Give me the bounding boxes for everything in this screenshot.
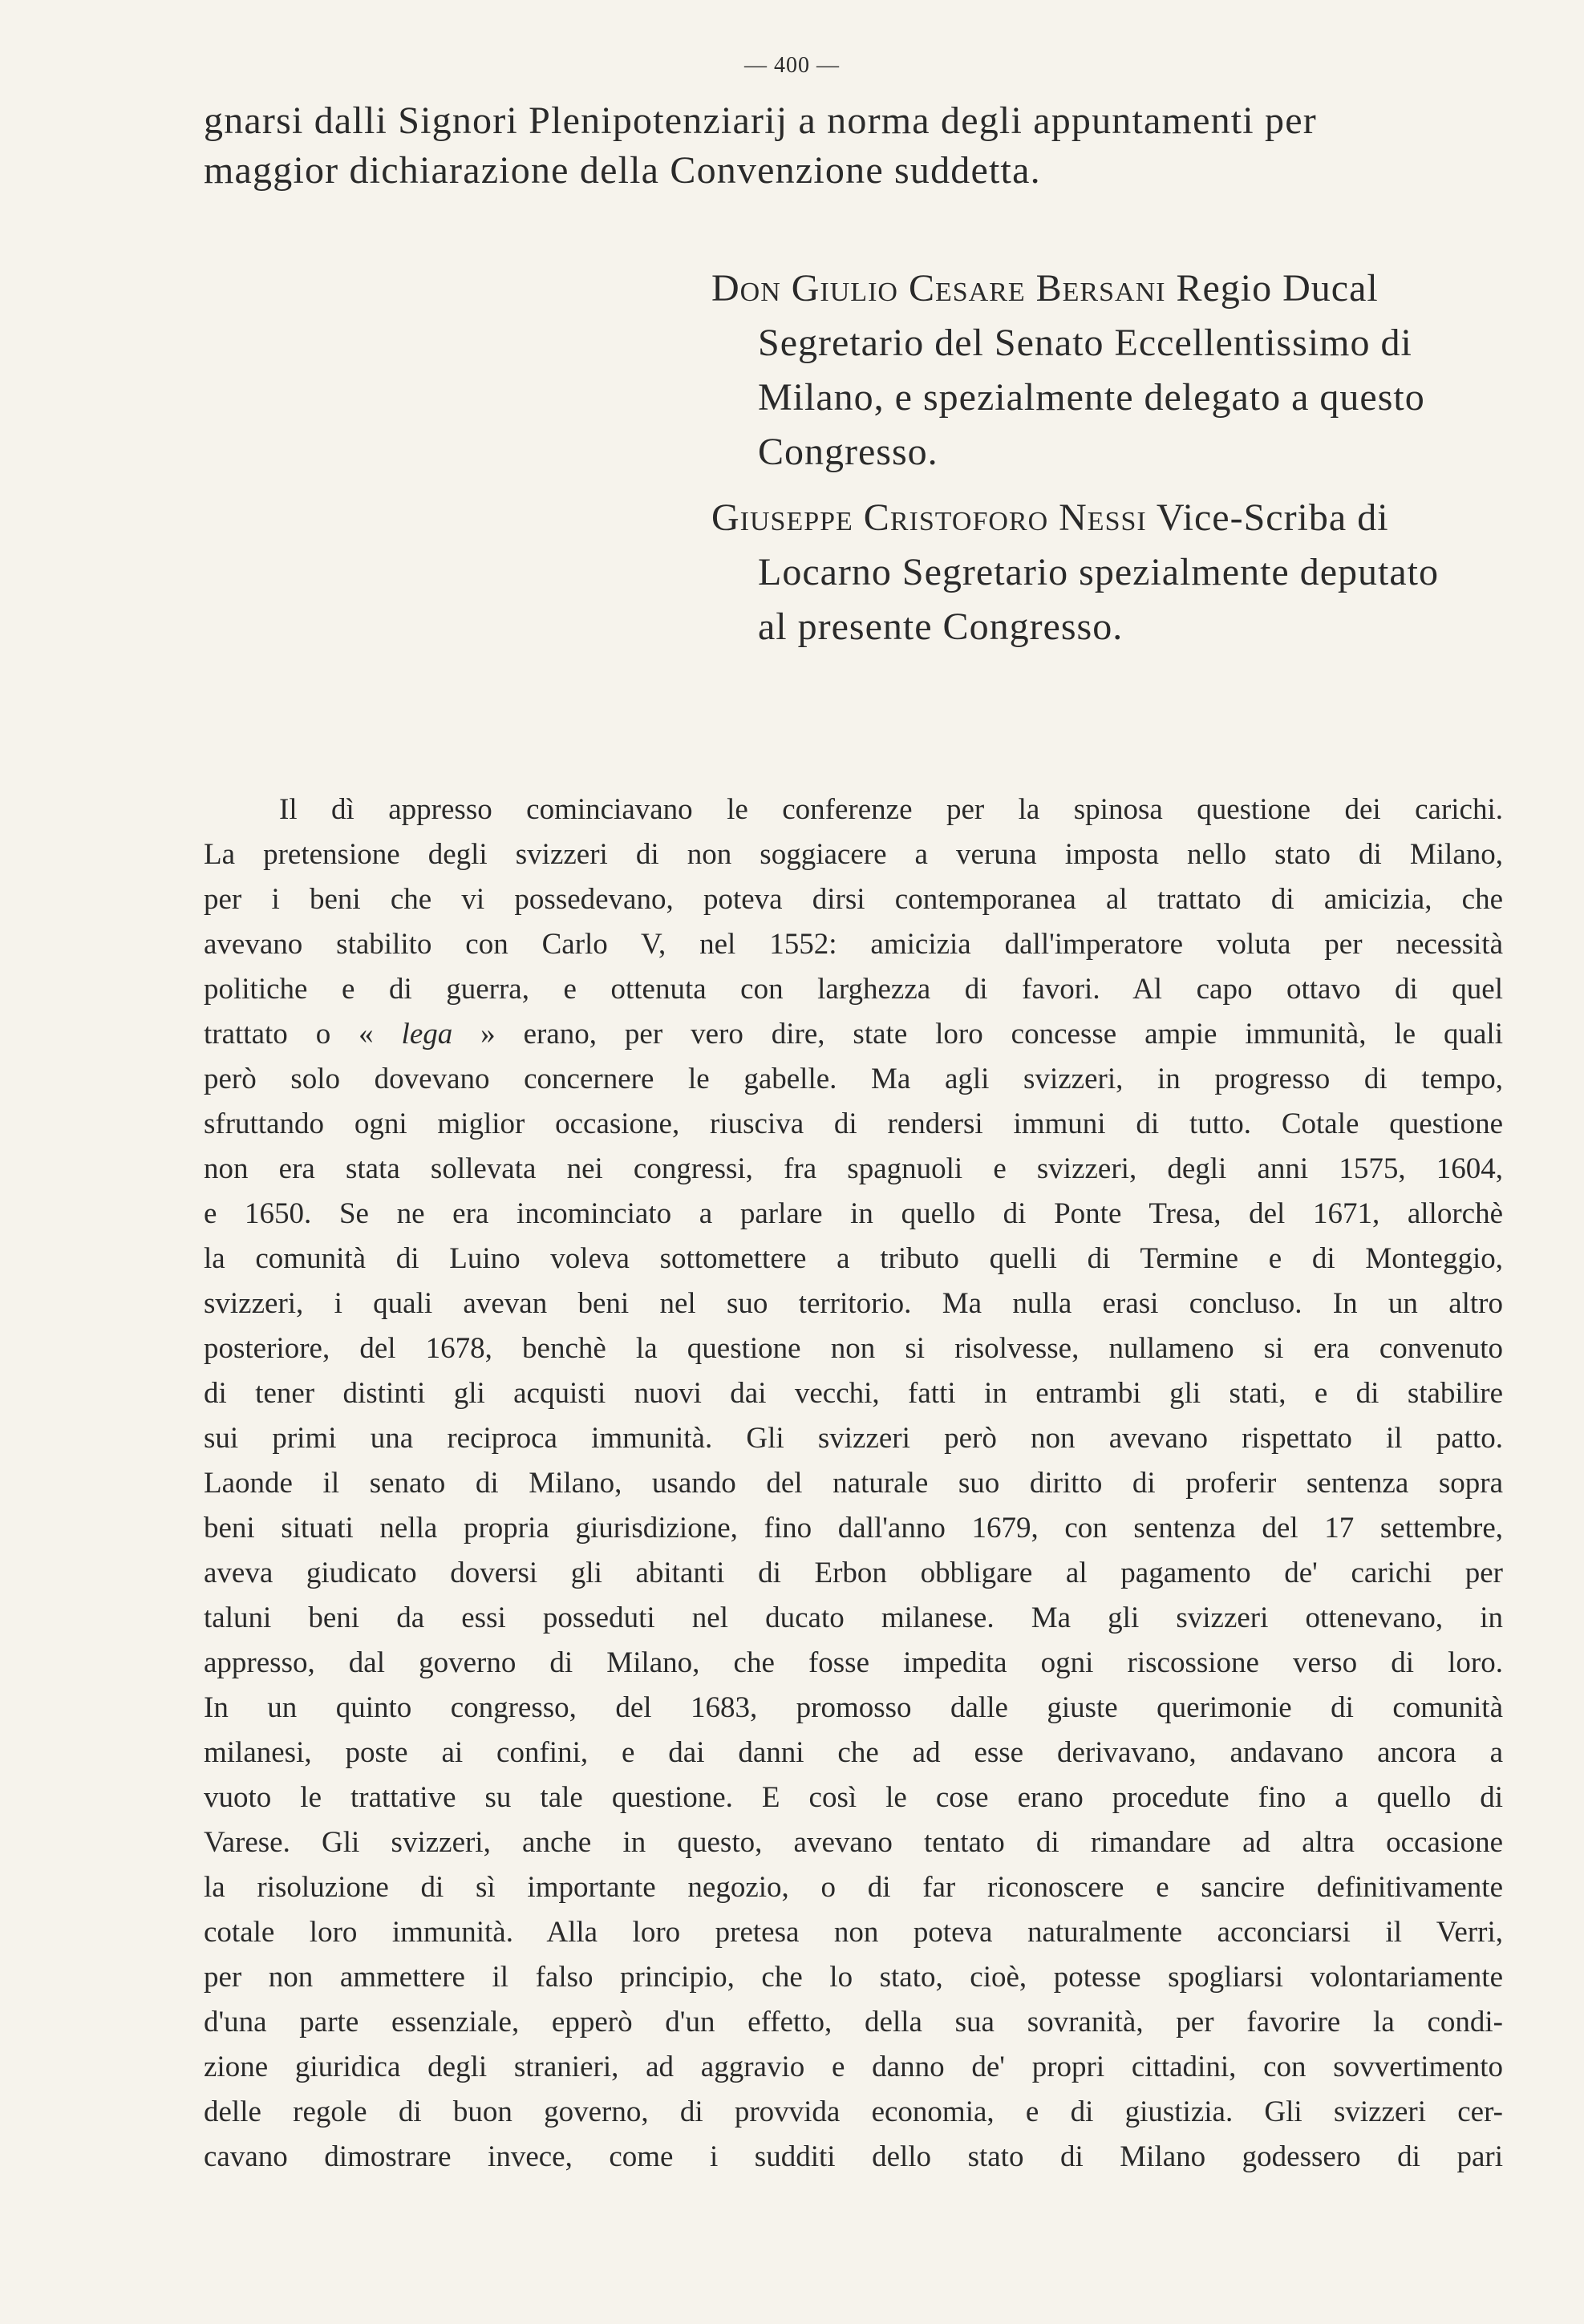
body-line: vuoto le trattative su tale questione. E così le cose erano procedute fino a quello di	[204, 1781, 1503, 1814]
body-line: svizzeri, i quali avevan beni nel suo territorio. Ma nulla erasi concluso. In un altro	[204, 1287, 1503, 1320]
body-line: trattato o « lega » erano, per vero dire, state loro concesse ampie immunità, le quali	[204, 1018, 1503, 1051]
body-line: cavano dimostrare invece, come i sudditi dello stato di Milano godessero di pari	[204, 2140, 1503, 2173]
body-line: In un quinto congresso, del 1683, promosso dalle giuste querimonie di comunità	[204, 1691, 1503, 1724]
signatory-name: Don Giulio Cesare Bersani	[711, 267, 1166, 310]
body-line: non era stata sollevata nei congressi, fra spagnuoli e svizzeri, degli anni 1575, 1604,	[204, 1152, 1503, 1185]
body-line: delle regole di buon governo, di provvida economia, e di giustizia. Gli svizzeri cer-	[204, 2095, 1503, 2128]
signatory-line: Locarno Segretario spezialmente deputato	[758, 551, 1439, 593]
signatory-first-line	[711, 491, 1513, 545]
body-line: e 1650. Se ne era incominciato a parlare in quello di Ponte Tresa, del 1671, allorchè	[204, 1197, 1503, 1230]
body-line: avevano stabilito con Carlo V, nel 1552: amicizia dall'imperatore voluta per necessità	[204, 928, 1503, 961]
opening-line: maggior dichiarazione della Convenzione suddetta.	[204, 149, 1041, 192]
body-line: sui primi una reciproca immunità. Gli svizzeri però non avevano rispettato il patto.	[204, 1422, 1503, 1455]
body-line: la comunità di Luino voleva sottomettere a tributo quelli di Termine e di Monteggio,	[204, 1242, 1503, 1275]
signatory-line: Congresso.	[758, 431, 938, 473]
page-number: — 400 —	[744, 53, 840, 78]
body-line: per non ammettere il falso principio, che lo stato, cioè, potesse spogliarsi volontariamente	[204, 1961, 1503, 1994]
body-line: zione giuridica degli stranieri, ad aggravio e danno de' propri cittadini, con sovvertimento	[204, 2051, 1503, 2083]
body-line: sfruttando ogni miglior occasione, riusciva di rendersi immuni di tutto. Cotale questione	[204, 1107, 1503, 1140]
body-line: per i beni che vi possedevano, poteva dirsi contemporanea al trattato di amicizia, che	[204, 883, 1503, 916]
body-line: taluni beni da essi posseduti nel ducato milanese. Ma gli svizzeri ottenevano, in	[204, 1601, 1503, 1634]
body-line: di tener distinti gli acquisti nuovi dai vecchi, fatti in entrambi gli stati, e di stabilire	[204, 1377, 1503, 1410]
signatory-line: Milano, e spezialmente delegato a questo	[758, 376, 1425, 419]
body-line: cotale loro immunità. Alla loro pretesa non poteva naturalmente acconciarsi il Verri,	[204, 1916, 1503, 1949]
signatory-first-line	[711, 261, 1513, 316]
body-line: la risoluzione di sì importante negozio, o di far riconoscere e sancire definitivamente	[204, 1871, 1503, 1904]
signatory-name: Giuseppe Cristoforo Nessi	[711, 496, 1147, 539]
body-line: però solo dovevano concernere le gabelle. Ma agli svizzeri, in progresso di tempo,	[204, 1063, 1503, 1095]
opening-line: gnarsi dalli Signori Plenipotenziarij a norma degli appuntamenti per	[204, 99, 1317, 142]
body-line: Laonde il senato di Milano, usando del naturale suo diritto di proferir sentenza sopra	[204, 1467, 1503, 1500]
signatory-title: Regio Ducal	[1165, 267, 1379, 310]
body-paragraph	[204, 787, 1503, 2180]
signatory-nessi	[711, 491, 1513, 654]
body-line: La pretensione degli svizzeri di non soggiacere a veruna imposta nello stato di Milano,	[204, 838, 1503, 871]
body-line: milanesi, poste ai confini, e dai danni che ad esse derivavano, andavano ancora a	[204, 1736, 1503, 1769]
body-line: beni situati nella propria giurisdizione, fino dall'anno 1679, con sentenza del 17 settembre,	[204, 1512, 1503, 1545]
signatory-line: Segretario del Senato Eccellentissimo di	[758, 322, 1412, 364]
body-line: Il dì appresso cominciavano le conferenze per la spinosa questione dei carichi.	[279, 793, 1503, 826]
body-line: aveva giudicato doversi gli abitanti di Erbon obbligare al pagamento de' carichi per	[204, 1557, 1503, 1589]
signatory-bersani	[711, 261, 1513, 480]
signatory-line: al presente Congresso.	[758, 605, 1124, 648]
opening-paragraph	[204, 96, 1495, 196]
body-line: Varese. Gli svizzeri, anche in questo, avevano tentato di rimandare ad altra occasione	[204, 1826, 1503, 1859]
body-line: appresso, dal governo di Milano, che fosse impedita ogni riscossione verso di loro.	[204, 1646, 1503, 1679]
body-line: d'una parte essenziale, epperò d'un effetto, della sua sovranità, per favorire la condi-	[204, 2006, 1503, 2039]
signatory-title: Vice-Scriba di	[1146, 496, 1389, 539]
italic-term: lega	[401, 1018, 453, 1051]
body-line: politiche e di guerra, e ottenuta con larghezza di favori. Al capo ottavo di quel	[204, 973, 1503, 1006]
body-line: posteriore, del 1678, benchè la questione non si risolvesse, nullameno si era convenuto	[204, 1332, 1503, 1365]
